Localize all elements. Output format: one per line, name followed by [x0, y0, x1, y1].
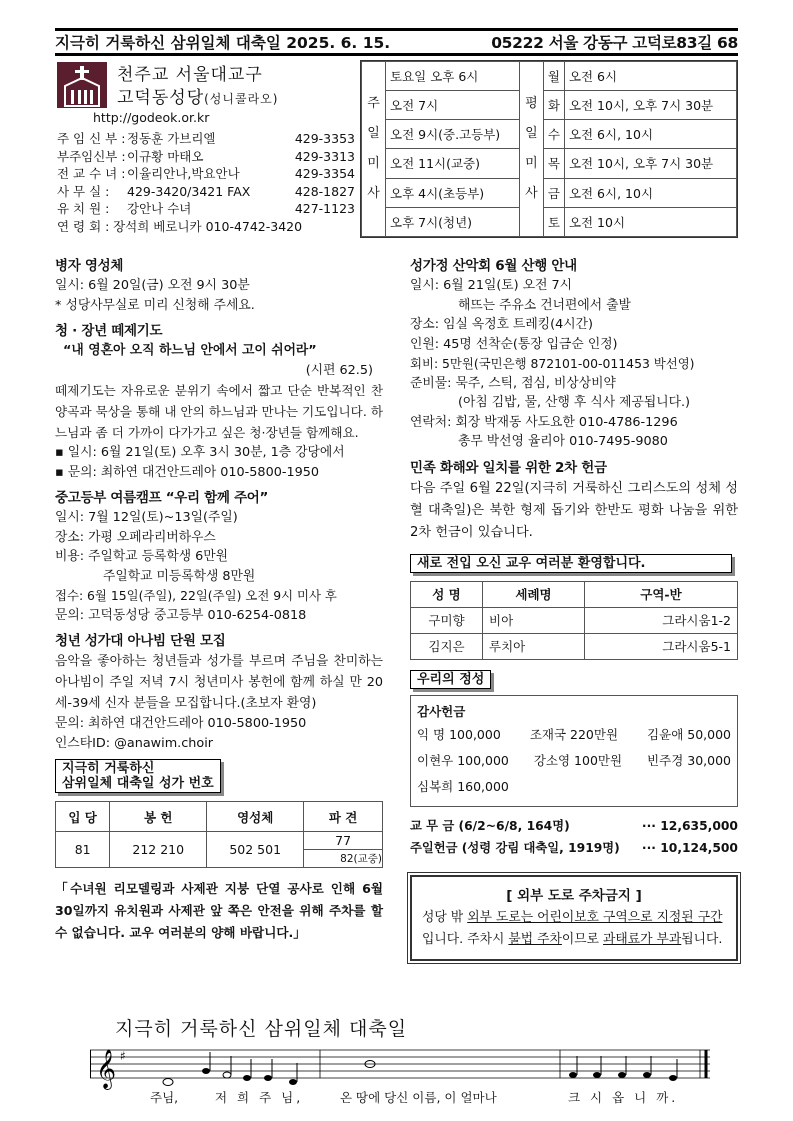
finance-title: 우리의 정성: [410, 670, 491, 689]
parish-url[interactable]: http://godeok.or.kr: [93, 110, 210, 125]
staff-tel: 428-1827: [294, 183, 355, 199]
staff-name: 이율리안나,박요안나: [127, 166, 240, 181]
parking-body: 성당 밖 외부 도로는 어린이보호 구역으로 지정된 구간입니다. 주차시 불법 주차이므로 과태료가 부과됩니다.: [422, 909, 723, 947]
parish-address: 05222 서울 강동구 고덕로83길 68: [491, 34, 738, 52]
dismissal-hymn: 77: [304, 832, 383, 850]
sunday-mass-time: 오전 7시: [386, 91, 520, 120]
sunday-mass-time: 오후 4시(초등부): [386, 178, 520, 207]
staff-tel: 429-3354: [294, 166, 355, 181]
hike-place: 장소: 임실 옥정호 트레킹(4시간): [410, 317, 593, 332]
staff-row: [57, 183, 355, 201]
weekday: 월: [543, 62, 564, 91]
parish-name: 고덕동성당: [117, 88, 205, 108]
weekday-mass-time: 오전 10시: [564, 207, 736, 236]
church-name: [117, 64, 278, 111]
staff-row: [57, 218, 355, 236]
hymn-header: 영성체: [207, 802, 304, 832]
staff-tel: 429-3313: [294, 148, 355, 164]
choir-body: 음악을 좋아하는 청년들과 성가를 부르며 주님을 찬미하는 아나빔이 주일 저녁 7시 청년미사 봉헌에 함께 하실 만 20세-39세 신자 분들을 모집합니다.(초보자 환영): [55, 654, 383, 711]
choir-title: 청년 성가대 아나빔 단원 모집: [55, 633, 226, 649]
camp-place: 장소: 가평 오페라리버하우스: [55, 529, 216, 545]
entrance-hymn: 81: [56, 832, 110, 868]
taize-body: 떼제기도는 자유로운 분위기 속에서 짧고 단순 반복적인 찬양곡과 묵상을 통해 내 안의 하느님과 만나는 기도입니다. 하느님과 좀 더 가까이 다가가고 싶은 청·장년들 함께해요.: [55, 383, 384, 440]
staff-name: 정동훈 가브리엘: [127, 131, 216, 146]
staff-row: [57, 200, 355, 218]
hymn-title: 지극히 거룩하신 삼위일체 대축일 성가 번호: [55, 759, 221, 793]
staff-row: [57, 165, 355, 183]
hymn-table: [55, 801, 383, 868]
sick-note: * 성당사무실로 미리 신청해 주세요.: [55, 297, 255, 313]
gift-row: 심복희 160,000: [417, 778, 509, 794]
header-bar: [55, 28, 738, 56]
weekday-mass-time: 오전 10시, 오후 7시 30분: [564, 91, 736, 120]
taize-title: 청 · 장년 떼제기도: [55, 323, 163, 339]
weekday: 화: [543, 91, 564, 120]
weekday-mass-label: 평 일 미 사: [519, 62, 543, 237]
newcomers-section: [410, 554, 738, 660]
table-row: 김지은 루치아 그라시움5-1: [411, 633, 738, 659]
staff-role: 사 무 실 :: [57, 183, 110, 199]
hike-contact2: 총무 박선영 율리아 010-7495-9080: [458, 434, 668, 449]
lyric: 주님,: [150, 1090, 179, 1105]
staff-role: 연 령 회 :: [57, 218, 110, 234]
tithe-row: 교 무 금 (6/2~6/8, 164명) ··· 12,635,000: [410, 818, 738, 833]
church-logo-icon: [57, 62, 107, 108]
camp-fee2: 주일학교 미등록학생 8만원: [103, 568, 256, 584]
staff-list: [57, 130, 355, 235]
hike-fee: 회비: 5만원(국민은행 872101-00-011453 박선영): [410, 356, 695, 371]
hike-items: 준비물: 묵주, 스틱, 점심, 비상상비약: [410, 375, 616, 391]
staff-role: 부주임신부 :: [57, 148, 126, 164]
parking-title: [ 외부 도로 주차금지 ]: [506, 887, 642, 904]
hike-contact1: 연락처: 회장 박재동 사도요한 010-4786-1296: [410, 414, 678, 430]
sunday-mass-time: 오전 11시(교중): [386, 149, 520, 178]
staff-role: 유 치 원 :: [57, 201, 110, 216]
staff-tel: 427-1123: [294, 201, 355, 216]
table-row: 구미향 비아 그라시움1-2: [411, 607, 738, 633]
sunday-mass-time: 오후 7시(청년): [386, 207, 520, 236]
sick-date: 일시: 6월 20일(금) 오전 9시 30분: [55, 278, 250, 293]
camp-fee: 비용: 주일학교 등록학생 6만원: [55, 549, 228, 564]
peace-body: 다음 주일 6월 22일(지극히 거룩하신 그리스도의 성체 성혈 대축일)은 북한 형제 돕기와 한반도 평화 나눔을 위한 2차 헌금이 있습니다.: [410, 480, 738, 540]
hike-meal: (아침 김밥, 물, 산행 후 식사 제공됩니다.): [458, 395, 691, 410]
taize-quote: “내 영혼아 오직 하느님 안에서 고이 쉬어라”: [63, 343, 317, 358]
camp-date: 일시: 7월 12일(토)~13일(주일): [55, 510, 238, 525]
staff-name: 강안나 수녀: [127, 201, 192, 216]
song-title: 지극히 거룩하신 삼위일체 대축일: [115, 1018, 408, 1040]
lyric: 크 시 옵 니 까.: [568, 1090, 679, 1105]
gift-row: 이현우 100,000 강소영 100만원 빈주경 30,000: [417, 752, 731, 768]
gift-box: [410, 695, 738, 807]
lyric: 온 땅에 당신 이름, 이 얼마나: [340, 1090, 497, 1105]
communion-hymn: 502 501: [207, 832, 304, 868]
hymn-header: 입 당: [56, 802, 110, 832]
sunday-mass-time: 오전 9시(중.고등부): [386, 120, 520, 149]
weekday: 목: [543, 149, 564, 178]
construction-notice: 「수녀원 리모델링과 사제관 지붕 단열 공사로 인해 6월 30일까지 유치원과 사제관 앞 쪽은 안전을 위해 주차를 할 수 없습니다. 교우 여러분의 양해 바랍니다.」: [55, 881, 383, 940]
gift-row: 익 명 100,000 조재국 220만원 김윤애 50,000: [417, 726, 731, 742]
taize-contact: ▪ 문의: 최하연 대건안드레아 010-5800-1950: [55, 464, 320, 480]
choir-contact: 문의: 최하연 대건안드레아 010-5800-1950: [55, 716, 307, 731]
weekday-mass-time: 오전 6시, 10시: [564, 178, 736, 207]
weekday-mass-time: 오전 6시: [564, 62, 736, 91]
mass-schedule: [360, 60, 738, 238]
hike-date: 일시: 6월 21일(토) 오전 7시: [410, 278, 573, 293]
patron-saint: (성니콜라오): [204, 92, 279, 106]
newcomers-header: 성 명: [411, 581, 483, 607]
weekday: 수: [543, 120, 564, 149]
svg-text:♯: ♯: [120, 1049, 126, 1063]
hymn-header: 봉 헌: [110, 802, 207, 832]
parish-header: [55, 60, 738, 240]
sunday-mass-label: 주 일 미 사: [362, 62, 386, 237]
peace-title: 민족 화해와 일치를 위한 2차 헌금: [410, 459, 607, 476]
staff-row: [57, 130, 355, 148]
dismissal-hymn-main: 82(교중): [304, 850, 383, 868]
camp-register: 접수: 6월 15일(주일), 22일(주일) 오전 9시 미사 후: [55, 588, 337, 603]
staff-row: [57, 148, 355, 166]
weekday-mass-time: 오전 10시, 오후 7시 30분: [564, 149, 736, 178]
newcomers-table: [410, 581, 738, 660]
sunday-offering-row: 주일헌금 (성령 강림 대축일, 1919명) ··· 10,124,500: [410, 840, 738, 855]
camp-contact: 문의: 고덕동성당 중고등부 010-6254-0818: [55, 607, 307, 623]
lyric: 저 희 주 님,: [215, 1090, 304, 1105]
hike-title: 성가정 산악회 6월 산행 안내: [410, 258, 577, 274]
staff-role: 전 교 수 녀 :: [57, 166, 126, 181]
weekday: 토: [543, 207, 564, 236]
weekday-mass-time: 오전 6시, 10시: [564, 120, 736, 149]
camp-title: 중고등부 여름캠프 “우리 함께 주어”: [55, 490, 269, 506]
gift-title: 감사헌금: [417, 703, 466, 719]
hike-capacity: 인원: 45명 선착순(통장 입금순 인정): [410, 336, 618, 352]
feast-date: 지극히 거룩하신 삼위일체 대축일 2025. 6. 15.: [55, 34, 391, 52]
taize-time: ▪ 일시: 6월 21일(토) 오후 3시 30분, 1층 강당에서: [55, 445, 345, 460]
sick-title: 병자 영성체: [55, 258, 124, 274]
staff-tel: [302, 218, 355, 236]
parking-notice: [410, 875, 738, 961]
staff-name: 장석희 베로니카 010-4742-3420: [113, 218, 303, 234]
hymn-section: [55, 759, 383, 868]
hike-meet: 해뜨는 주유소 건너편에서 출발: [458, 297, 631, 313]
newcomers-title: 새로 전입 오신 교우 여러분 환영합니다.: [410, 554, 732, 573]
staff-name: 429-3420/3421 FAX: [127, 183, 251, 199]
svg-text:𝄞: 𝄞: [96, 1049, 117, 1089]
choir-instagram[interactable]: 인스타ID: @anawim.choir: [55, 735, 214, 751]
finance-section: [410, 670, 738, 859]
staff-name: 이규황 마태오: [127, 148, 204, 164]
hymn-header: 파 견: [304, 802, 383, 832]
staff-tel: 429-3353: [294, 131, 355, 146]
music-staff: [90, 1040, 710, 1112]
right-column: [410, 250, 738, 961]
left-column: [55, 250, 383, 944]
newcomers-header: 세례명: [483, 581, 585, 607]
offertory-hymn: 212 210: [110, 832, 207, 868]
newcomers-header: 구역-반: [585, 581, 738, 607]
weekday: 금: [543, 178, 564, 207]
staff-role: 주 임 신 부 :: [57, 131, 126, 146]
diocese-name: 천주교 서울대교구: [117, 65, 263, 85]
taize-ref: (시편 62.5): [305, 362, 373, 378]
sunday-mass-time: 토요일 오후 6시: [386, 62, 520, 91]
